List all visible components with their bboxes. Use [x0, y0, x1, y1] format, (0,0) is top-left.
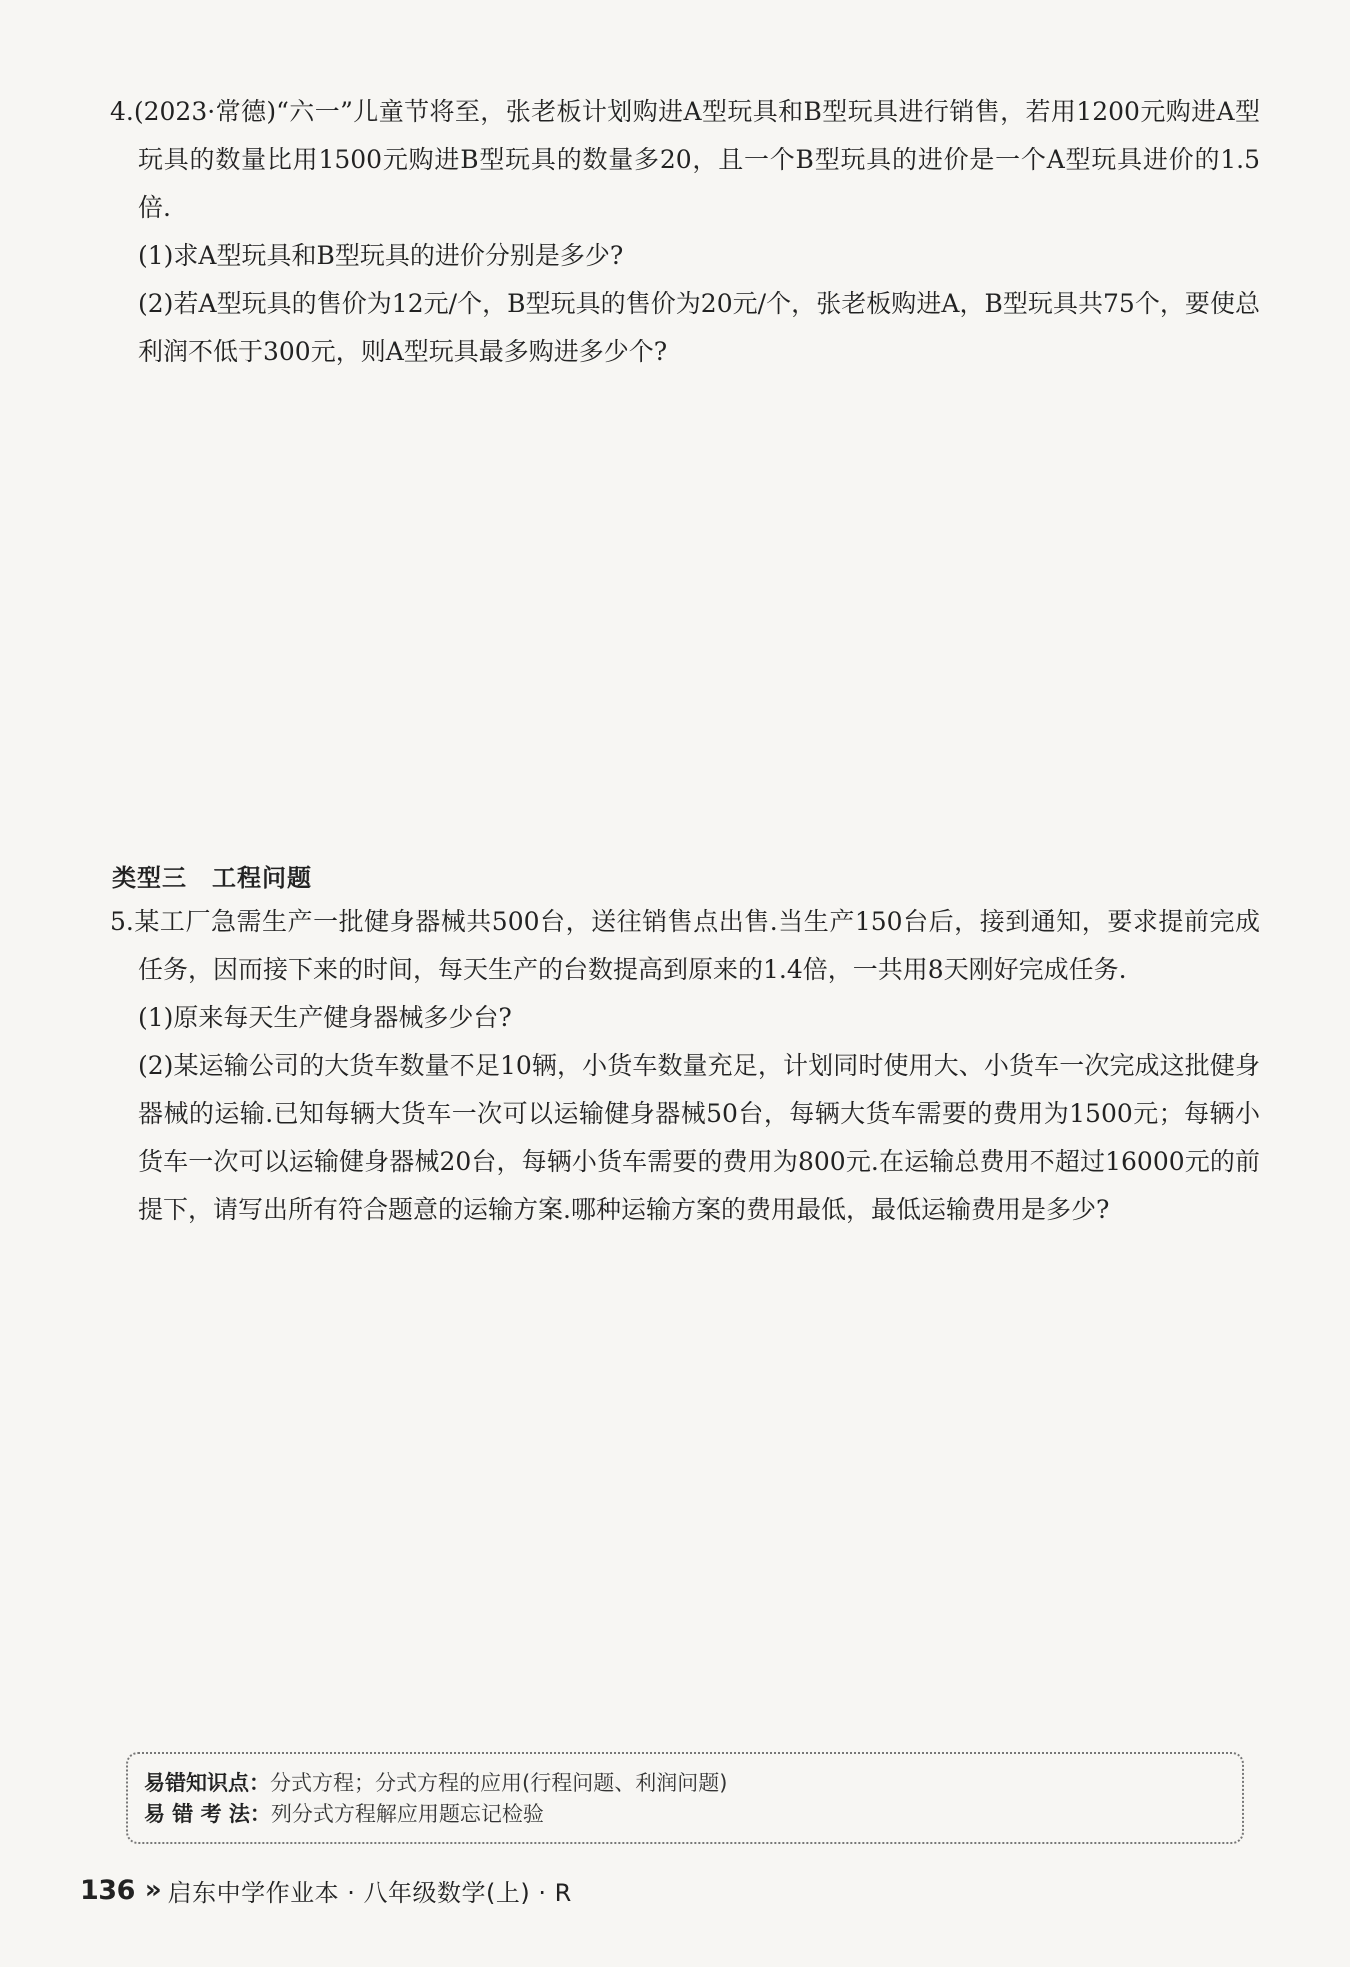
problem-5-stem: 5.某工厂急需生产一批健身器械共500台，送往销售点出售.当生产150台后，接到通知，要求提前完成任务，因而接下来的时间，每天生产的台数提高到原来的1.4倍，一共用8天刚好完成任务. — [110, 907, 1260, 984]
mistake-method-text: 列分式方程解应用题忘记检验 — [270, 1802, 544, 1826]
problem-5-question-2: (2)某运输公司的大货车数量不足10辆，小货车数量充足，计划同时使用大、小货车一次完成这批健身器械的运输.已知每辆大货车一次可以运输健身器械50台，每辆大货车需要的费用为1500元；每辆小货车一次可以运输健身器械20台，每辆小货车需要的费用为800元.在运输总费用不超过16000元的前提下，请写出所有符合题意的运输方案.哪种运输方案的费用最低，最低运输费用是多少? — [138, 1051, 1260, 1224]
book-title: 启东中学作业本 · 八年级数学(上) · R — [167, 1878, 572, 1907]
problem-5-question-1: (1)原来每天生产健身器械多少台? — [138, 1003, 512, 1032]
common-mistakes-box — [126, 1752, 1244, 1844]
mistake-knowledge-label: 易错知识点： — [144, 1771, 270, 1795]
mistake-method-label: 易 错 考 法： — [144, 1802, 271, 1826]
mistake-knowledge-text: 分式方程；分式方程的应用(行程问题、利润问题) — [270, 1771, 728, 1795]
double-chevron-icon: » — [144, 1875, 156, 1905]
problem-4-stem: 4.(2023·常德)“六一”儿童节将至，张老板计划购进A型玩具和B型玩具进行销售，若用1200元购进A型玩具的数量比用1500元购进B型玩具的数量多20，且一个B型玩具的进价是一个A型玩具进价的1.5倍. — [110, 97, 1260, 222]
section-heading-type-3: 类型三 工程问题 — [112, 864, 312, 892]
mistake-method-line — [144, 1799, 1222, 1830]
problem-5 — [110, 898, 1260, 1234]
problem-4-question-1: (1)求A型玩具和B型玩具的进价分别是多少? — [138, 241, 624, 270]
page-number: 136 — [80, 1874, 135, 1906]
problem-4-question-2: (2)若A型玩具的售价为12元/个，B型玩具的售价为20元/个，张老板购进A，B型玩具共75个，要使总利润不低于300元，则A型玩具最多购进多少个? — [138, 289, 1260, 366]
mistake-knowledge-line — [144, 1768, 1222, 1799]
problem-4 — [110, 88, 1260, 376]
page-footer — [80, 1870, 572, 1910]
